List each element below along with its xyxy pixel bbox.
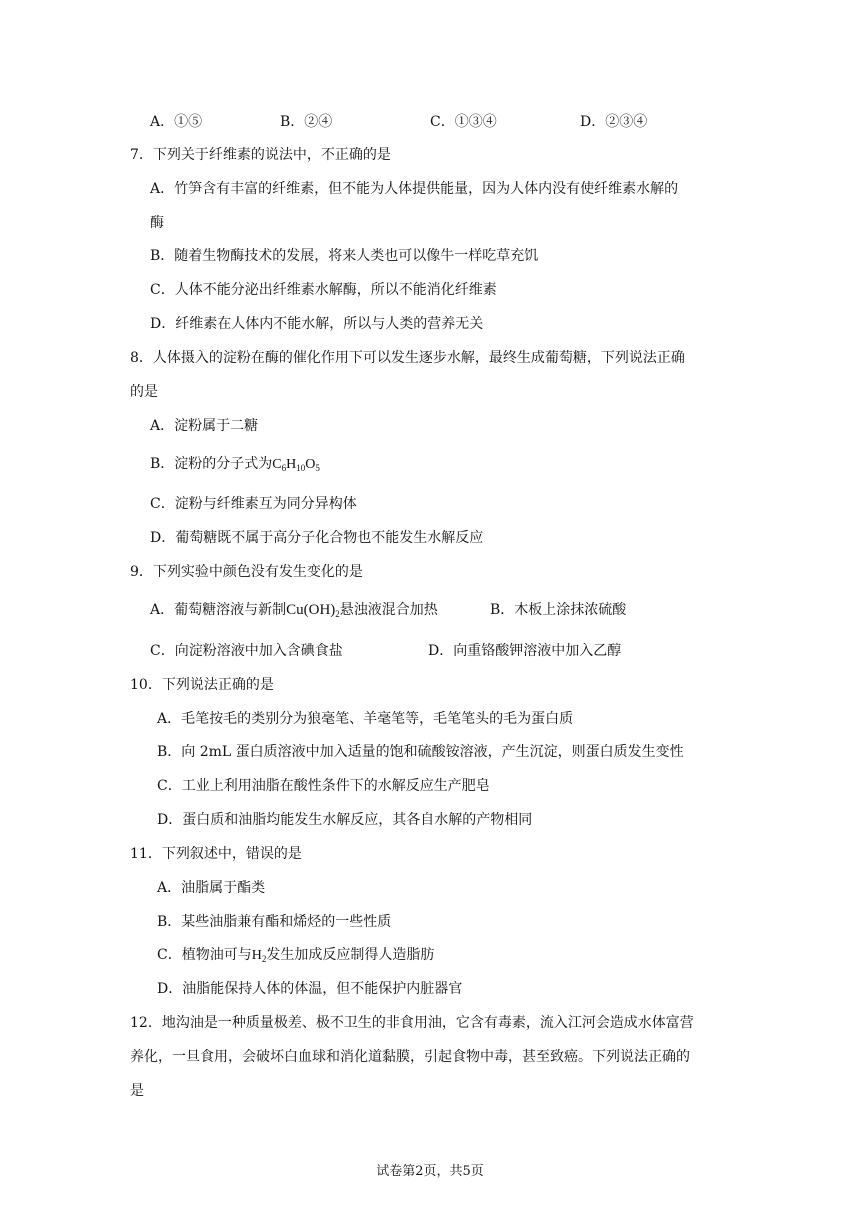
q7-option-d: D．纤维素在人体内不能水解，所以与人类的营养无关	[150, 316, 484, 332]
hydrogen-formula: $H_2$	[251, 948, 267, 964]
q10-option-a: A．毛笔按毛的类别分为狼毫笔、羊毫笔等，毛笔笔头的毛为蛋白质	[157, 711, 574, 727]
q8-option-c: C．淀粉与纤维素互为同分异构体	[150, 496, 357, 512]
q8-option-d: D．葡萄糖既不属于高分子化合物也不能发生水解反应	[150, 530, 484, 546]
q11-option-b: B．某些油脂兼有酯和烯烃的一些性质	[157, 914, 392, 930]
q7-option-b: B．随着生物酶技术的发展，将来人类也可以像牛一样吃草充饥	[150, 248, 539, 264]
q7-option-c: C．人体不能分泌出纤维素水解酶，所以不能消化纤维素	[150, 282, 497, 298]
q10-option-c: C．工业上利用油脂在酸性条件下的水解反应生产肥皂	[157, 778, 490, 794]
q12-stem-line3: 是	[130, 1083, 144, 1099]
q6-option-c: C．①③④	[430, 114, 497, 130]
q12-stem-line1: 12．地沟油是一种质量极差、极不卫生的非食用油，它含有毒素，流入江河会造成水体富营	[130, 1015, 694, 1031]
q10-option-d: D．蛋白质和油脂均能发生水解反应，其各自水解的产物相同	[157, 812, 533, 828]
starch-formula: $C_6H_{10}O_5$	[272, 457, 320, 473]
q11-option-c	[157, 945, 434, 966]
q10-option-b: B．向 2mL 蛋白质溶液中加入适量的饱和硫酸铵溶液，产生沉淀，则蛋白质发生变性	[157, 744, 684, 760]
q8-stem-continued: 的是	[130, 384, 158, 400]
q8-stem: 8．人体摄入的淀粉在酶的催化作用下可以发生逐步水解，最终生成葡萄糖，下列说法正确	[130, 350, 685, 366]
q9-option-a-prefix: A．葡萄糖溶液与新制	[150, 602, 287, 618]
q11-option-c-suffix: 发生加成反应制得人造脂肪	[266, 947, 435, 963]
page-footer: 试卷第2页，共5页	[376, 1164, 484, 1179]
q12-stem-line2: 养化，一旦食用，会破坏白血球和消化道黏膜，引起食物中毒，甚至致癌。下列说法正确的	[130, 1049, 690, 1065]
q6-option-d: D．②③④	[580, 114, 648, 130]
q9-option-d: D．向重铬酸钾溶液中加入乙醇	[428, 643, 622, 659]
q11-stem: 11．下列叙述中，错误的是	[130, 846, 302, 862]
q6-option-b: B．②④	[280, 114, 333, 130]
q11-option-d: D．油脂能保持人体的体温，但不能保护内脏器官	[157, 981, 463, 997]
q8-option-b	[150, 454, 320, 475]
q11-option-a: A．油脂属于酯类	[157, 880, 266, 896]
q7-option-a-continued: 酶	[150, 215, 164, 231]
copper-hydroxide-formula: $Cu(OH)_2$	[286, 602, 340, 619]
q8-option-b-text: B．淀粉的分子式为	[150, 456, 273, 472]
q8-option-a: A．淀粉属于二糖	[150, 418, 259, 434]
q9-stem: 9．下列实验中颜色没有发生变化的是	[130, 564, 363, 580]
q9-option-a-suffix: 悬浊液混合加热	[339, 602, 438, 618]
q7-option-a: A．竹笋含有丰富的纤维素，但不能为人体提供能量，因为人体内没有使纤维素水解的	[150, 181, 679, 197]
q9-option-c: C．向淀粉溶液中加入含碘食盐	[150, 643, 343, 659]
q7-stem: 7．下列关于纤维素的说法中，不正确的是	[130, 147, 391, 163]
q9-option-b: B．木板上涂抹浓硫酸	[490, 602, 627, 618]
q6-option-a: A．①⑤	[150, 114, 203, 130]
q11-option-c-prefix: C．植物油可与	[157, 947, 252, 963]
q9-option-a	[150, 600, 438, 620]
q10-stem: 10．下列说法正确的是	[130, 677, 274, 693]
